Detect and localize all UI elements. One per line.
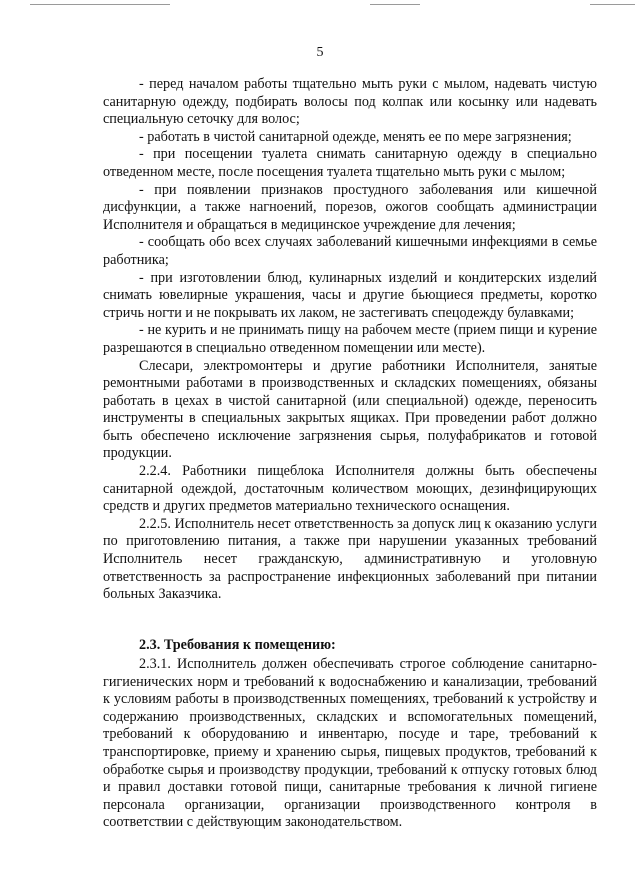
scan-artifact-line bbox=[370, 4, 420, 5]
list-item: - сообщать обо всех случаях заболеваний кишечными инфекциями в семье работника; bbox=[103, 234, 597, 268]
scan-artifact-line bbox=[30, 4, 170, 5]
list-item: - перед началом работы тщательно мыть руки с мылом, надевать чистую санитарную одежду, подбирать волосы под колпак или косынку или надевать специальную сеточку для волос; bbox=[103, 76, 597, 128]
paragraph-2-2-4: 2.2.4. Работники пищеблока Исполнителя должны быть обеспечены санитарной одеждой, достаточным количеством моющих, дезинфицирующих средств и других предметов материально технического оснащения. bbox=[103, 463, 597, 515]
list-item: - не курить и не принимать пищу на рабочем месте (прием пищи и курение разрешаются в специально отведенном помещении или месте). bbox=[103, 322, 597, 356]
section-body bbox=[103, 656, 597, 832]
paragraph-2-3-1: 2.3.1. Исполнитель должен обеспечивать строгое соблюдение санитарно-гигиенических норм и требований к водоснабжению и канализации, требований к условиям работы в производственных помещениях, требований к устройству и содержанию производственных, складских и вспомогательных помещений, требований к оборудованию и инвентарю, посуде и таре, требований к транспортировке, приему и хранению сырья, пищевых продуктов, требований к обработке сырья и производству продукции, требований к отпуску готовых блюд и правил доставки готовой пищи, санитарные требования к личной гигиене персонала организации, организации производственного контроля в соответствии с действующим законодательством. bbox=[103, 656, 597, 831]
list-item: - при появлении признаков простудного заболевания или кишечной дисфункции, а также нагноений, порезов, ожогов сообщать администрации Исполнителя и обращаться в медицинское учреждение для лечения; bbox=[103, 181, 597, 233]
page-number: 5 bbox=[316, 45, 324, 60]
paragraph-2-2-5: 2.2.5. Исполнитель несет ответственность за допуск лиц к оказанию услуги по приготовлению питания, а также при нарушении указанных требований Исполнитель несет гражданскую, административную и уголовную ответственность за распространение инфекционных заболеваний при питании больных Заказчика. bbox=[103, 515, 597, 603]
body-text bbox=[103, 76, 597, 604]
list-item: - работать в чистой санитарной одежде, менять ее по мере загрязнения; bbox=[139, 128, 572, 145]
list-item: - при изготовлении блюд, кулинарных изделий и кондитерских изделий снимать ювелирные украшения, часы и другие бьющиеся предметы, коротко стричь ногти и не покрывать их лаком, не застегивать спецодежду булавками; bbox=[103, 269, 597, 321]
scan-artifact-line bbox=[590, 4, 635, 5]
paragraph: Слесари, электромонтеры и другие работники Исполнителя, занятые ремонтными работами в производственных и складских помещениях, обязаны работать в цехах в чистой санитарной (или специальной) одежде, переносить инструменты в специальных закрытых ящиках. При проведении работ должно быть обеспечено исключение загрязнения сырья, полуфабрикатов и готовой продукции. bbox=[103, 357, 597, 462]
section-heading: 2.3. Требования к помещению: bbox=[139, 637, 336, 653]
list-item: - при посещении туалета снимать санитарную одежду в специально отведенном месте, после посещения туалета тщательно мыть руки с мылом; bbox=[103, 146, 597, 180]
